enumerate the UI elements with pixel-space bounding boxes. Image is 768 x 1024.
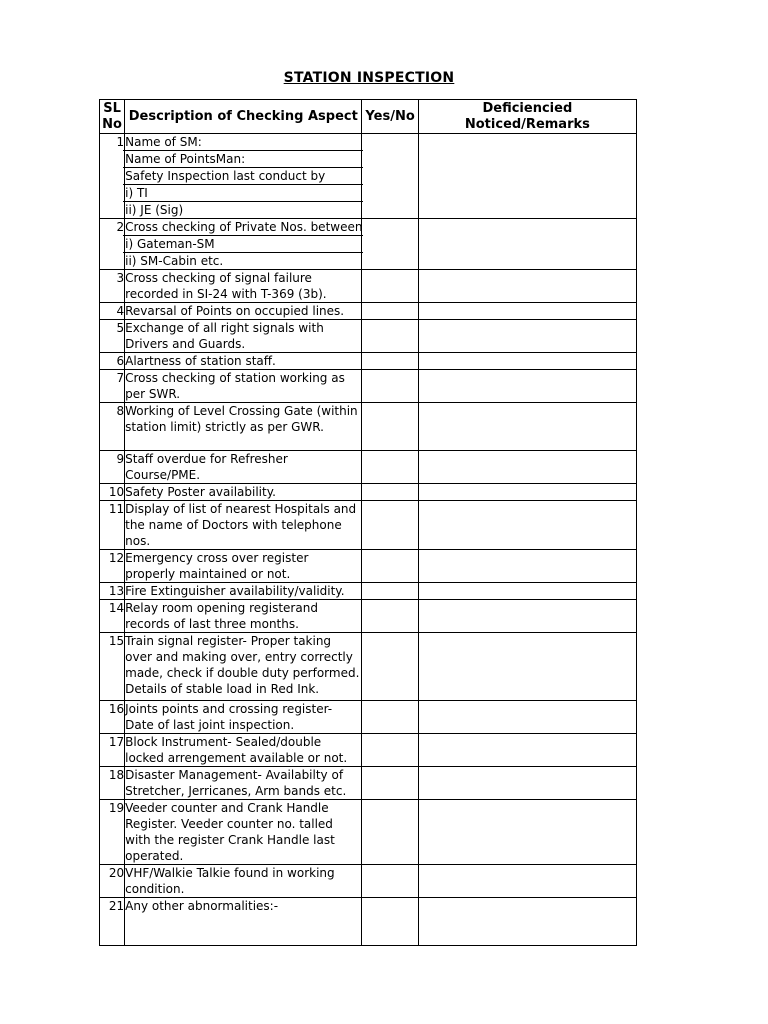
row-number: 9 (100, 451, 125, 484)
table-row (100, 800, 637, 865)
row-number: 3 (100, 270, 125, 303)
row-description: Joints points and crossing register- Date of last joint inspection. (125, 701, 362, 734)
row-description: Veeder counter and Crank Handle Register. Veeder counter no. talled with the register Crank Handle last operated. (125, 800, 362, 865)
row-description (125, 219, 362, 270)
row-description: Working of Level Crossing Gate (within station limit) strictly as per GWR. (125, 403, 362, 451)
yes-no-cell[interactable] (362, 898, 418, 946)
yes-no-cell[interactable] (362, 303, 418, 320)
remarks-cell[interactable] (418, 898, 636, 946)
page-title: STATION INSPECTION (283, 70, 455, 86)
remarks-cell[interactable] (418, 320, 636, 353)
table-row (100, 219, 637, 270)
inspection-table (99, 99, 637, 946)
yes-no-cell[interactable] (362, 800, 418, 865)
remarks-cell[interactable] (418, 403, 636, 451)
remarks-cell[interactable] (418, 501, 636, 550)
table-row (100, 370, 637, 403)
table-row (100, 600, 637, 633)
yes-no-cell[interactable] (362, 451, 418, 484)
row-description: Fire Extinguisher availability/validity. (125, 583, 362, 600)
yes-no-cell[interactable] (362, 134, 418, 219)
row-description: VHF/Walkie Talkie found in working condition. (125, 865, 362, 898)
table-row (100, 865, 637, 898)
row-number: 11 (100, 501, 125, 550)
description-line: ii) SM-Cabin etc. (123, 252, 363, 269)
table-row (100, 484, 637, 501)
table-row (100, 583, 637, 600)
row-description: Disaster Management- Availabilty of Stretcher, Jerricanes, Arm bands etc. (125, 767, 362, 800)
table-row (100, 550, 637, 583)
yes-no-cell[interactable] (362, 370, 418, 403)
description-line: i) Gateman-SM (123, 235, 363, 252)
row-description: Staff overdue for Refresher Course/PME. (125, 451, 362, 484)
table-row (100, 134, 637, 219)
table-row (100, 320, 637, 353)
remarks-cell[interactable] (418, 219, 636, 270)
yes-no-cell[interactable] (362, 865, 418, 898)
row-description: Alartness of station staff. (125, 353, 362, 370)
table-row (100, 734, 637, 767)
row-number: 7 (100, 370, 125, 403)
row-number: 8 (100, 403, 125, 451)
yes-no-cell[interactable] (362, 270, 418, 303)
description-line: ii) JE (Sig) (123, 201, 363, 218)
table-row (100, 353, 637, 370)
row-description (125, 134, 362, 219)
description-line: Name of PointsMan: (123, 150, 363, 167)
yes-no-cell[interactable] (362, 219, 418, 270)
remarks-cell[interactable] (418, 800, 636, 865)
row-number: 20 (100, 865, 125, 898)
row-number: 2 (100, 219, 125, 270)
remarks-cell[interactable] (418, 701, 636, 734)
row-description: Train signal register- Proper taking over and making over, entry correctly made, check if double duty performed. Details of stable load in Red Ink. (125, 633, 362, 701)
table-row (100, 898, 637, 946)
header-sl-label: SL No (102, 100, 122, 132)
remarks-cell[interactable] (418, 370, 636, 403)
table-row (100, 633, 637, 701)
remarks-cell[interactable] (418, 600, 636, 633)
yes-no-cell[interactable] (362, 353, 418, 370)
description-line: i) TI (123, 184, 363, 201)
row-description: Any other abnormalities:- (125, 898, 362, 946)
yes-no-cell[interactable] (362, 600, 418, 633)
remarks-cell[interactable] (418, 303, 636, 320)
row-number: 5 (100, 320, 125, 353)
row-number: 12 (100, 550, 125, 583)
table-row (100, 701, 637, 734)
header-row (100, 100, 637, 134)
yes-no-cell[interactable] (362, 701, 418, 734)
table-row (100, 303, 637, 320)
table-body (100, 134, 637, 946)
row-number: 19 (100, 800, 125, 865)
remarks-cell[interactable] (418, 484, 636, 501)
row-number: 13 (100, 583, 125, 600)
remarks-cell[interactable] (418, 451, 636, 484)
row-description: Cross checking of station working as per SWR. (125, 370, 362, 403)
table-row (100, 501, 637, 550)
yes-no-cell[interactable] (362, 633, 418, 701)
remarks-cell[interactable] (418, 550, 636, 583)
yes-no-cell[interactable] (362, 501, 418, 550)
yes-no-cell[interactable] (362, 734, 418, 767)
header-yes-no: Yes/No (362, 100, 418, 134)
remarks-cell[interactable] (418, 583, 636, 600)
remarks-cell[interactable] (418, 353, 636, 370)
row-number: 18 (100, 767, 125, 800)
remarks-cell[interactable] (418, 134, 636, 219)
yes-no-cell[interactable] (362, 484, 418, 501)
row-description: Safety Poster availability. (125, 484, 362, 501)
header-sl (100, 100, 125, 134)
table-row (100, 270, 637, 303)
description-line: Safety Inspection last conduct by (123, 167, 363, 184)
remarks-cell[interactable] (418, 633, 636, 701)
row-number: 4 (100, 303, 125, 320)
row-description: Revarsal of Points on occupied lines. (125, 303, 362, 320)
description-line: Name of SM: (125, 135, 202, 149)
row-number: 6 (100, 353, 125, 370)
row-description: Emergency cross over register properly maintained or not. (125, 550, 362, 583)
remarks-cell[interactable] (418, 767, 636, 800)
remarks-cell[interactable] (418, 270, 636, 303)
table-row (100, 403, 637, 451)
row-description: Block Instrument- Sealed/double locked arrengement available or not. (125, 734, 362, 767)
yes-no-cell[interactable] (362, 550, 418, 583)
row-description: Exchange of all right signals with Drivers and Guards. (125, 320, 362, 353)
row-number: 15 (100, 633, 125, 701)
row-number: 14 (100, 600, 125, 633)
remarks-cell[interactable] (418, 734, 636, 767)
yes-no-cell[interactable] (362, 583, 418, 600)
header-description: Description of Checking Aspect (125, 100, 362, 134)
yes-no-cell[interactable] (362, 320, 418, 353)
yes-no-cell[interactable] (362, 403, 418, 451)
row-number: 17 (100, 734, 125, 767)
row-description: Relay room opening registerand records of last three months. (125, 600, 362, 633)
remarks-cell[interactable] (418, 865, 636, 898)
yes-no-cell[interactable] (362, 767, 418, 800)
row-number: 10 (100, 484, 125, 501)
row-number: 16 (100, 701, 125, 734)
row-number: 1 (100, 134, 125, 219)
header-remarks: Deficiencied Noticed/Remarks (418, 100, 636, 134)
table-row (100, 451, 637, 484)
table-row (100, 767, 637, 800)
row-description: Display of list of nearest Hospitals and the name of Doctors with telephone nos. (125, 501, 362, 550)
row-number: 21 (100, 898, 125, 946)
description-line: Cross checking of Private Nos. between (125, 220, 363, 234)
row-description: Cross checking of signal failure recorded in SI-24 with T-369 (3b). (125, 270, 362, 303)
